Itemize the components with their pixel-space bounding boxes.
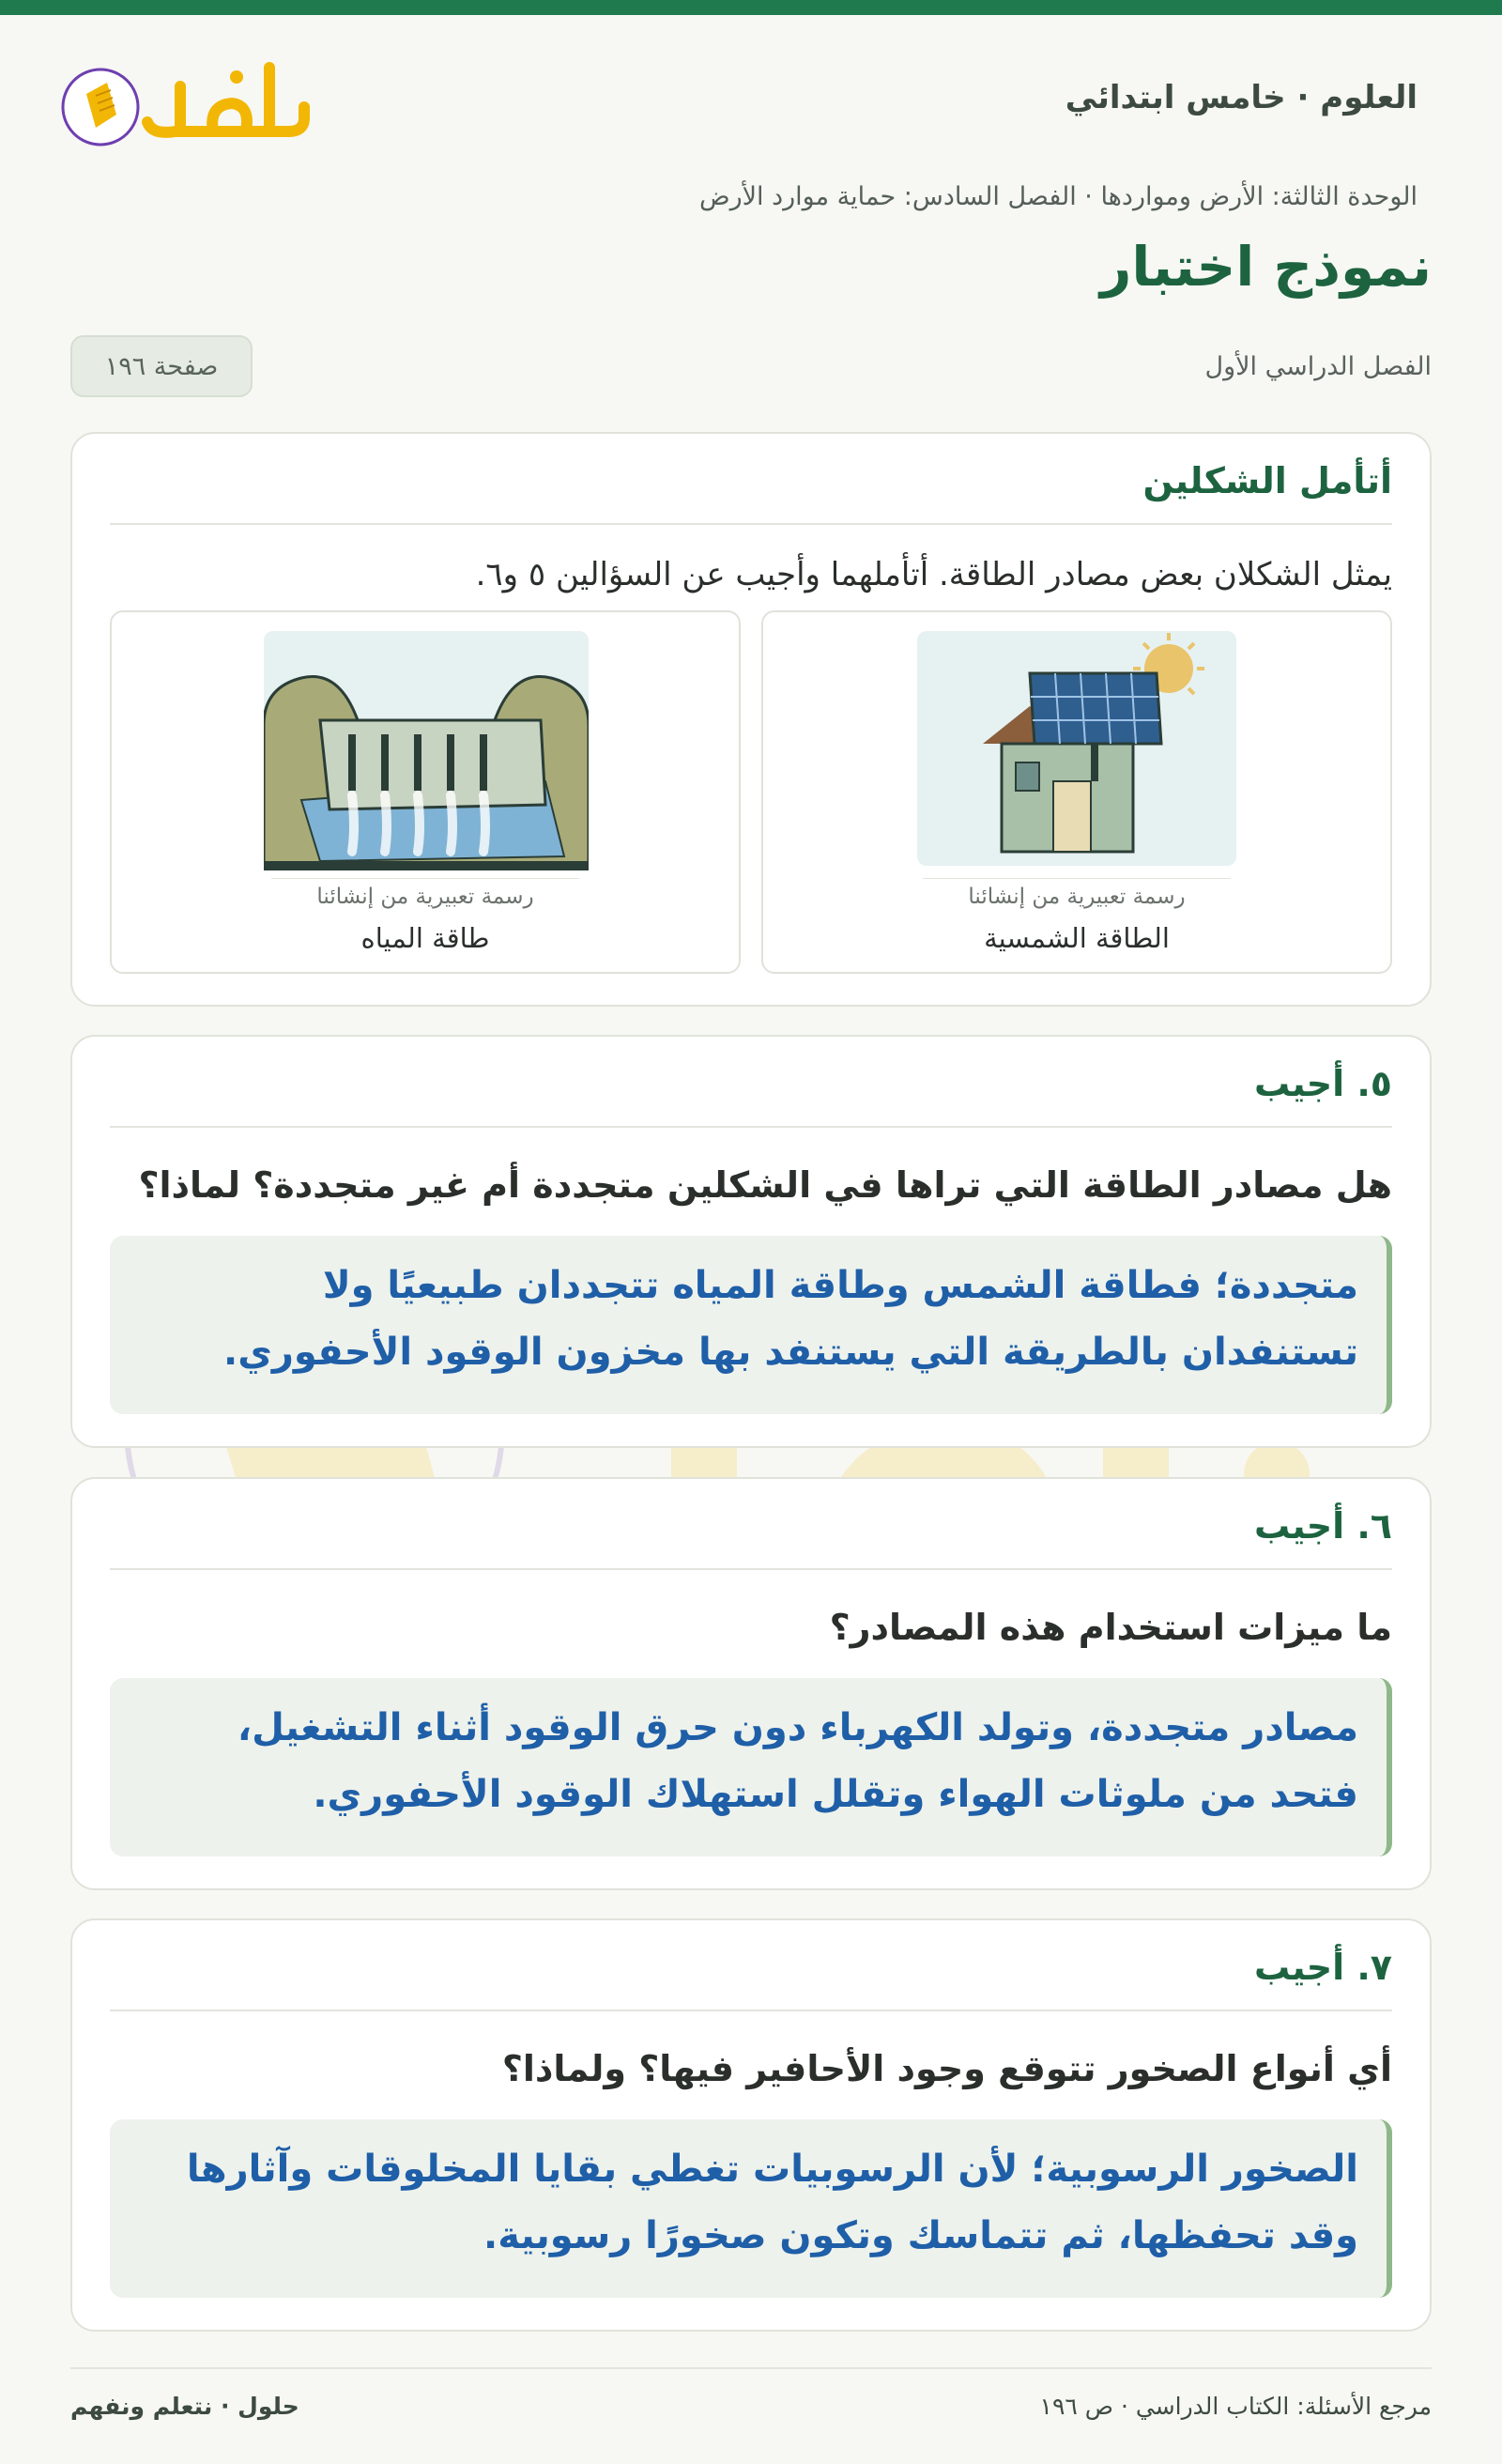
figure-caption-water: طاقة المياه <box>360 922 490 954</box>
figure-note: رسمة تعبيرية من إنشائنا <box>968 885 1186 909</box>
divider <box>110 523 1392 525</box>
figure-divider <box>923 878 1231 879</box>
figure-note: رسمة تعبيرية من إنشائنا <box>316 885 534 909</box>
figure-caption-solar: الطاقة الشمسية <box>984 922 1170 954</box>
observe-card <box>70 432 1432 1007</box>
question-card-5 <box>70 1035 1432 1448</box>
observe-card-title: أتأمل الشكلين <box>1142 460 1392 501</box>
question-heading: ٦. أجيب <box>1253 1505 1392 1547</box>
footer-divider <box>70 2367 1432 2369</box>
footer-brand: حلول · نتعلم ونفهم <box>70 2393 299 2420</box>
figure-solar <box>761 610 1392 974</box>
footer-reference: مرجع الأسئلة: الكتاب الدراسي · ص ١٩٦ <box>1039 2393 1432 2420</box>
answer-box: الصخور الرسوبية؛ لأن الرسوبيات تغطي بقايا المخلوقات وآثارها وقد تحفظها، ثم تتماسك وتكون صخورًا رسوبية. <box>110 2119 1392 2298</box>
figure-water <box>110 610 741 974</box>
figure-divider <box>271 878 579 879</box>
observe-intro-text: يمثل الشكلان بعض مصادر الطاقة. أتأملهما وأجيب عن السؤالين ٥ و٦. <box>475 556 1392 593</box>
question-text: هل مصادر الطاقة التي تراها في الشكلين متجددة أم غير متجددة؟ لماذا؟ <box>138 1164 1392 1206</box>
dam-icon <box>264 631 589 870</box>
logo[interactable] <box>68 49 312 152</box>
unit-breadcrumb: الوحدة الثالثة: الأرض ومواردها · الفصل السادس: حماية موارد الأرض <box>698 182 1418 211</box>
page-title: نموذج اختبار <box>1100 235 1432 299</box>
divider <box>110 2010 1392 2011</box>
answer-box: متجددة؛ فطاقة الشمس وطاقة المياه تتجددان طبيعيًا ولا تستنفدان بالطريقة التي يستنفد بها مخزون الوقود الأحفوري. <box>110 1236 1392 1414</box>
semester-label: الفصل الدراسي الأول <box>1204 352 1432 381</box>
solar-house-icon <box>917 631 1236 866</box>
question-heading: ٥. أجيب <box>1253 1063 1392 1104</box>
question-heading: ٧. أجيب <box>1253 1947 1392 1988</box>
logo-graphic <box>58 49 312 152</box>
question-text: ما ميزات استخدام هذه المصادر؟ <box>829 1607 1392 1648</box>
question-text: أي أنواع الصخور تتوقع وجود الأحافير فيها؟ ولماذا؟ <box>501 2048 1392 2089</box>
subject-label: العلوم · خامس ابتدائي <box>1065 79 1418 116</box>
page-number-badge: صفحة ١٩٦ <box>70 335 253 397</box>
top-accent-bar <box>0 0 1502 15</box>
divider <box>110 1126 1392 1128</box>
question-card-7 <box>70 1918 1432 2332</box>
question-card-6 <box>70 1477 1432 1890</box>
answer-box: مصادر متجددة، وتولد الكهرباء دون حرق الوقود أثناء التشغيل، فتحد من ملوثات الهواء وتقلل استهلاك الوقود الأحفوري. <box>110 1678 1392 1856</box>
divider <box>110 1568 1392 1570</box>
